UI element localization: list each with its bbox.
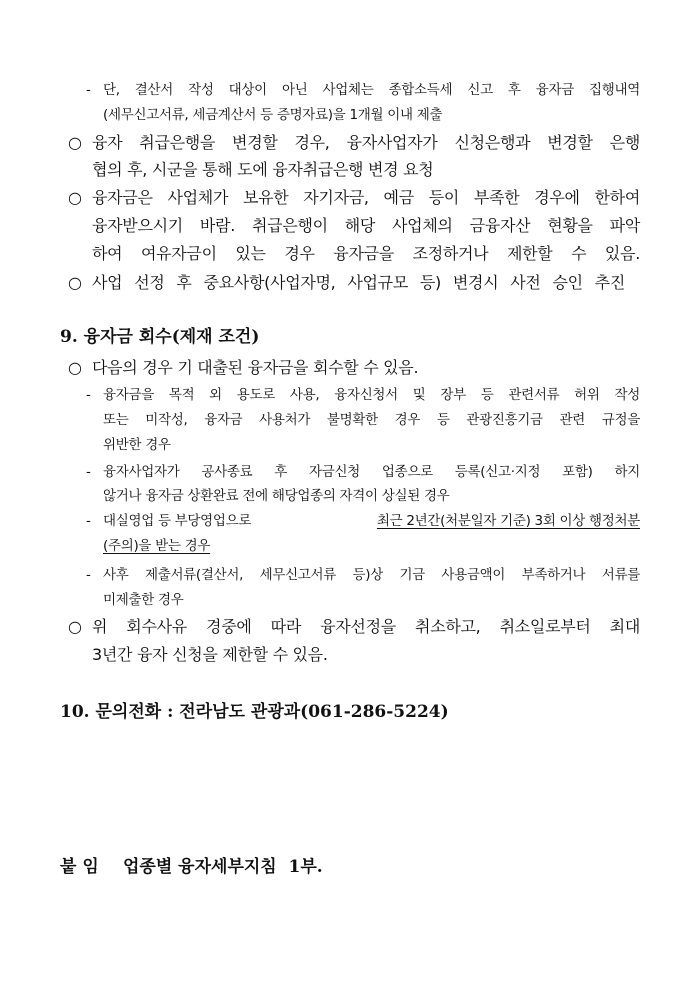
bullet-marker: ○: [68, 133, 82, 152]
section-heading: 10. 문의전화 : 전라남도 관광과(061-286-5224): [60, 702, 449, 722]
text-line: 사업 선정 후 중요사항(사업자명, 사업규모 등) 변경시 사전 승인 추진: [92, 273, 625, 292]
text-line: 융자사업자가 공사종료 후 자금신청 업종으로 등록(신고·지정 포함) 하지: [103, 464, 640, 480]
attachment-text: 업종별 융자세부지침 1부.: [123, 857, 323, 877]
text-line: 다음의 경우 기 대출된 융자금을 회수할 수 있음.: [92, 358, 419, 377]
text-line: 또는 미작성, 융자금 사용처가 불명확한 경우 등 관광진흥기금 관련 규정을: [103, 412, 640, 428]
dash-marker: -: [86, 387, 91, 403]
text-line: 융자금은 사업체가 보유한 자기자금, 예금 등이 부족한 경우에 한하여: [92, 188, 640, 207]
emphasized-text: (주의)을 받는 경우: [103, 538, 211, 554]
dash-marker: -: [86, 513, 91, 529]
text-line: 융자 취급은행을 변경할 경우, 융자사업자가 신청은행과 변경할 은행: [92, 133, 640, 152]
text-line: 위반한 경우: [103, 437, 171, 453]
bullet-marker: ○: [68, 617, 82, 636]
text-line: 3년간 융자 신청을 제한할 수 있음.: [92, 645, 328, 664]
emphasized-text: 최근 2년간(처분일자 기준) 3회 이상 행정처분: [376, 513, 640, 529]
text-line: (세무신고서류, 세금계산서 등 증명자료)을 1개월 이내 제출: [103, 107, 443, 123]
text-line: 위 회수사유 경중에 따라 융자선정을 취소하고, 취소일로부터 최대: [92, 617, 640, 636]
dash-marker: -: [86, 464, 91, 480]
dash-marker: -: [86, 82, 91, 98]
plain-text: 대실영업 등 부당영업으로: [103, 513, 252, 529]
bullet-marker: ○: [68, 358, 82, 377]
text-line: [103, 515, 640, 529]
text-line: 하여 여유자금이 있는 경우 융자금을 조정하거나 제한할 수 있음.: [92, 244, 640, 263]
attachment-label: 붙 임: [60, 857, 99, 877]
text-line: 단, 결산서 작성 대상이 아닌 사업체는 종합소득세 신고 후 융자금 집행내역: [103, 82, 640, 98]
dash-marker: -: [86, 567, 91, 583]
text-line: 협의 후, 시군을 통해 도에 융자취급은행 변경 요청: [92, 160, 434, 179]
section-heading: 9. 융자금 회수(제재 조건): [60, 327, 260, 347]
text-line: 않거나 융자금 상환완료 전에 해당업종의 자격이 상실된 경우: [103, 488, 450, 504]
text-line: 사후 제출서류(결산서, 세무신고서류 등)상 기금 사용금액이 부족하거나 서류를: [103, 567, 640, 583]
bullet-marker: ○: [68, 188, 82, 207]
text-line: 융자받으시기 바람. 취급은행이 해당 사업체의 금융자산 현황을 파악: [92, 216, 640, 235]
bullet-marker: ○: [68, 273, 82, 292]
text-line: 융자금을 목적 외 용도로 사용, 융자신청서 및 장부 등 관련서류 허위 작성: [103, 387, 640, 403]
text-line: [103, 540, 210, 554]
text-line: 미제출한 경우: [103, 592, 184, 608]
